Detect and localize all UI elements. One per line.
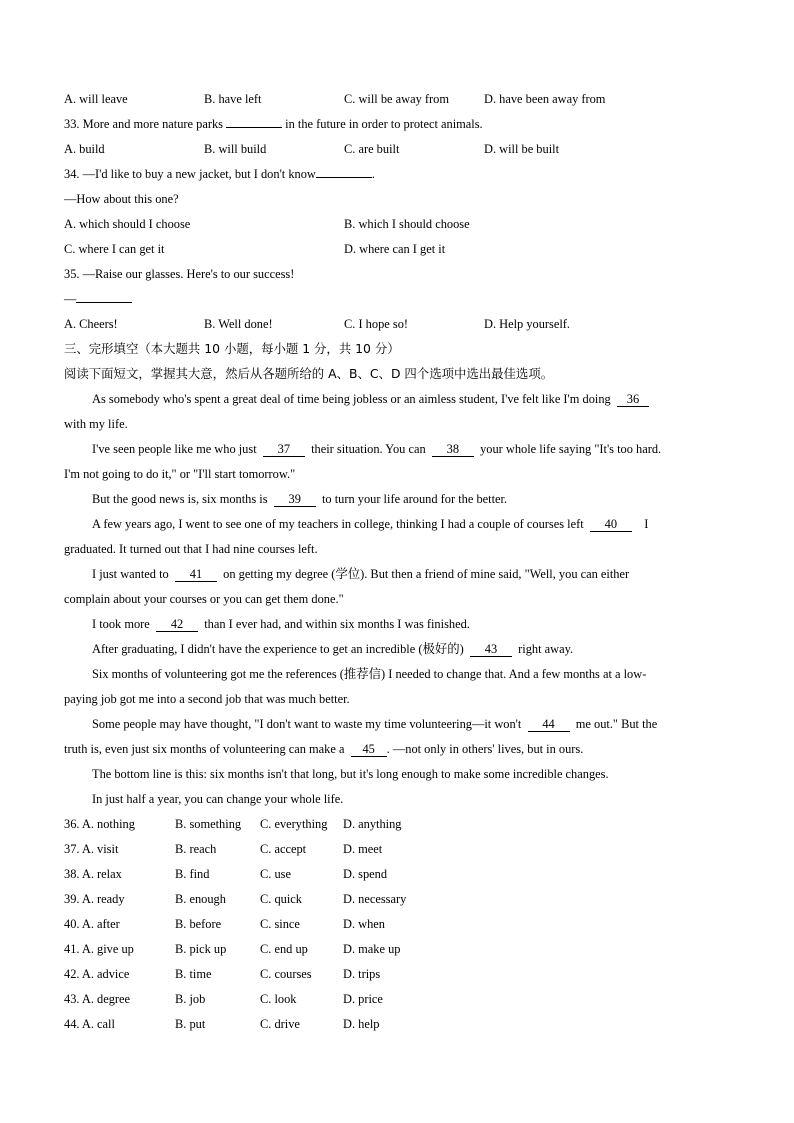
choice-40-a: 40. A. after — [64, 917, 120, 931]
passage-text: I've seen people like me who just — [92, 442, 257, 456]
passage-text: truth is, even just six months of volunteering can make a — [64, 742, 345, 756]
passage-p2-line2: I'm not going to do it," or "I'll start tomorrow." — [64, 467, 296, 481]
blank-45: 45 — [351, 742, 387, 757]
choice-37-c: C. accept — [260, 842, 307, 856]
passage-text: right away. — [518, 642, 574, 656]
choice-44-c: C. drive — [260, 1017, 300, 1031]
choice-36-c: C. everything — [260, 817, 328, 831]
choice-43-a: 43. A. degree — [64, 992, 131, 1006]
q32-option-c: C. will be away from — [344, 92, 449, 106]
choice-42-c: C. courses — [260, 967, 312, 981]
passage-text: . —not only in others' lives, but in ours. — [386, 742, 584, 756]
passage-p10: The bottom line is this: six months isn't that long, but it's long enough to make some incredible changes. — [92, 767, 609, 781]
q33-option-c: C. are built — [344, 142, 400, 156]
choice-42-a: 42. A. advice — [64, 967, 130, 981]
choice-37-b: B. reach — [175, 842, 217, 856]
passage-text: than I ever had, and within six months I was finished. — [204, 617, 470, 631]
blank-36: 36 — [617, 392, 649, 407]
choice-36-b: B. something — [175, 817, 242, 831]
choice-36-d: D. anything — [343, 817, 402, 831]
blank-44: 44 — [528, 717, 570, 732]
passage-p9-line1 — [92, 716, 657, 732]
choice-44-b: B. put — [175, 1017, 206, 1031]
q35-option-d: D. Help yourself. — [484, 317, 571, 331]
choice-38-c: C. use — [260, 867, 291, 881]
passage-text: I just wanted to — [92, 567, 169, 581]
passage-p5-line1 — [92, 566, 629, 582]
passage-p7 — [92, 641, 573, 657]
choice-41-c: C. end up — [260, 942, 308, 956]
choice-40-b: B. before — [175, 917, 222, 931]
choice-41-b: B. pick up — [175, 942, 227, 956]
passage-p11: In just half a year, you can change your whole life. — [92, 792, 344, 806]
q34-reply: —How about this one? — [64, 192, 179, 206]
q35-option-c: C. I hope so! — [344, 317, 409, 331]
q34-option-d: D. where can I get it — [344, 242, 446, 256]
section-instruction: 阅读下面短文，掌握其大意，然后从各题所给的 A、B、C、D 四个选项中选出最佳选项。 — [64, 366, 554, 381]
choice-39-d: D. necessary — [343, 892, 407, 906]
choice-37-a: 37. A. visit — [64, 842, 119, 856]
section-title: 三、完形填空（本大题共 10 小题，每小题 1 分，共 10 分） — [64, 341, 400, 356]
choice-38-a: 38. A. relax — [64, 867, 122, 881]
choice-41-a: 41. A. give up — [64, 942, 134, 956]
q32-option-a: A. will leave — [64, 92, 128, 106]
q34-stem — [64, 166, 375, 182]
q33-option-d: D. will be built — [484, 142, 560, 156]
passage-text: to turn your life around for the better. — [321, 492, 508, 506]
passage-text: your whole life saying "It's too hard. — [480, 442, 662, 456]
blank-43: 43 — [470, 642, 512, 657]
q34-stem-text: 34. —I'd like to buy a new jacket, but I don't know — [64, 167, 316, 181]
passage-p8-line2: paying job got me into a second job that was much better. — [64, 692, 350, 706]
passage-p6 — [92, 616, 470, 632]
choice-39-c: C. quick — [260, 892, 302, 906]
q34-blank — [316, 177, 372, 178]
blank-37: 37 — [263, 442, 305, 457]
choice-42-d: D. trips — [343, 967, 381, 981]
choice-36-a: 36. A. nothing — [64, 817, 135, 831]
choice-40-c: C. since — [260, 917, 300, 931]
choice-39-a: 39. A. ready — [64, 892, 125, 906]
q33-option-b: B. will build — [204, 142, 267, 156]
passage-text: on getting my degree (学位). But then a friend of mine said, "Well, you can either — [223, 567, 630, 581]
passage-p4-line2: graduated. It turned out that I had nine courses left. — [64, 542, 318, 556]
choice-38-b: B. find — [175, 867, 210, 881]
blank-38: 38 — [432, 442, 474, 457]
passage-p5-line2: complain about your courses or you can get them done." — [64, 592, 344, 606]
choice-42-b: B. time — [175, 967, 212, 981]
blank-40: 40 — [590, 517, 632, 532]
passage-p9-line2 — [64, 741, 583, 757]
q34-stem-tail: . — [371, 167, 375, 181]
choice-43-d: D. price — [343, 992, 383, 1006]
q33-blank — [226, 127, 282, 128]
passage-text: As somebody who's spent a great deal of time being jobless or an aimless student, I've felt like I'm doing — [92, 392, 611, 406]
q35-reply — [64, 291, 132, 307]
passage-text: I took more — [92, 617, 150, 631]
blank-42: 42 — [156, 617, 198, 632]
passage-text: After graduating, I didn't have the experience to get an incredible (极好的) — [92, 642, 464, 656]
q35-blank — [76, 302, 132, 303]
passage-p3 — [92, 491, 507, 507]
blank-41: 41 — [175, 567, 217, 582]
choice-44-d: D. help — [343, 1017, 380, 1031]
blank-39: 39 — [274, 492, 316, 507]
passage-text: But the good news is, six months is — [92, 492, 268, 506]
passage-text: A few years ago, I went to see one of my teachers in college, thinking I had a couple of courses left — [92, 517, 584, 531]
choice-43-c: C. look — [260, 992, 297, 1006]
q33-stem — [64, 116, 483, 132]
choice-37-d: D. meet — [343, 842, 383, 856]
q35-option-b: B. Well done! — [204, 317, 273, 331]
passage-p8-line1: Six months of volunteering got me the references (推荐信) I needed to change that. And a few months at a low- — [92, 667, 647, 681]
passage-p1-line2: with my life. — [64, 417, 128, 431]
q33-stem-pre: 33. More and more nature parks — [64, 117, 227, 131]
passage-p4-line1 — [92, 516, 648, 532]
passage-text: Some people may have thought, "I don't want to waste my time volunteering—it won't — [92, 717, 522, 731]
q35-dash: — — [64, 292, 77, 306]
passage-text: their situation. You can — [311, 442, 426, 456]
passage-p1-line1 — [92, 391, 649, 407]
choice-41-d: D. make up — [343, 942, 401, 956]
q35-stem: 35. —Raise our glasses. Here's to our success! — [64, 267, 295, 281]
choice-40-d: D. when — [343, 917, 385, 931]
choice-43-b: B. job — [175, 992, 206, 1006]
q34-option-a: A. which should I choose — [64, 217, 191, 231]
q32-option-d: D. have been away from — [484, 92, 606, 106]
q35-option-a: A. Cheers! — [64, 317, 118, 331]
passage-text: I — [644, 517, 649, 531]
q33-option-a: A. build — [64, 142, 105, 156]
q33-stem-post: in the future in order to protect animals. — [282, 117, 483, 131]
passage-text: me out." But the — [575, 717, 658, 731]
q34-option-c: C. where I can get it — [64, 242, 165, 256]
q34-option-b: B. which I should choose — [344, 217, 470, 231]
passage-p2-line1 — [92, 441, 661, 457]
choice-38-d: D. spend — [343, 867, 388, 881]
choice-44-a: 44. A. call — [64, 1017, 115, 1031]
choice-39-b: B. enough — [175, 892, 226, 906]
q32-option-b: B. have left — [204, 92, 262, 106]
